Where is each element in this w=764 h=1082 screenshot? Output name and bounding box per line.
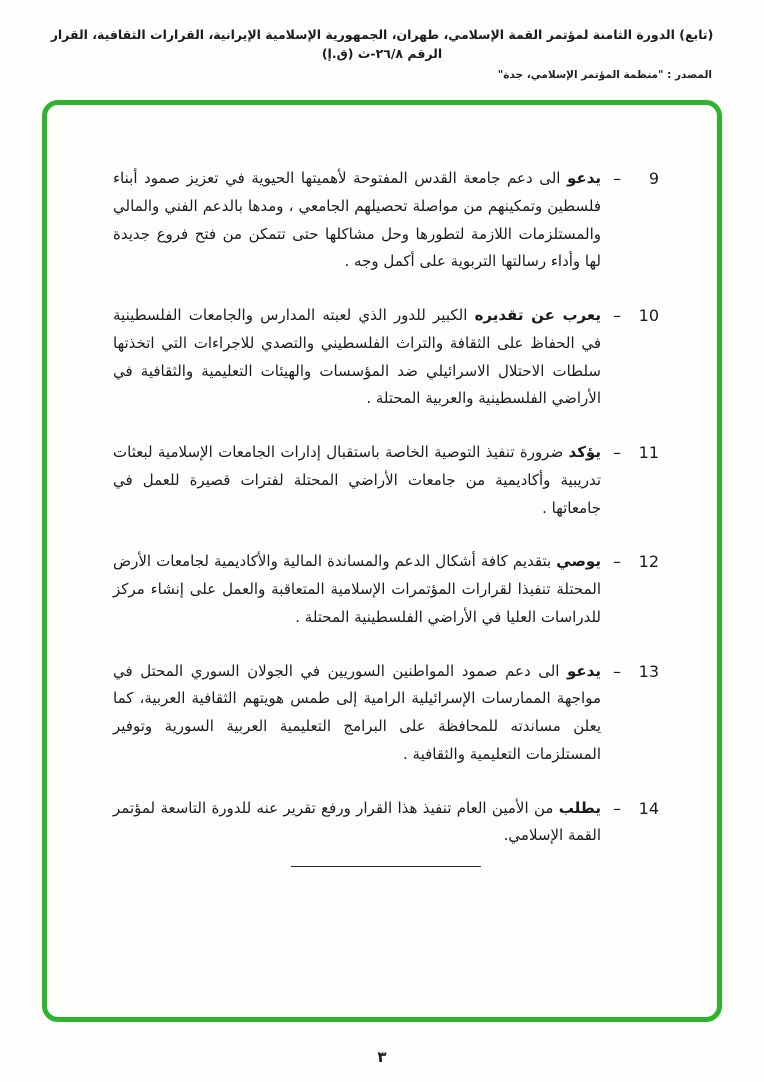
end-divider bbox=[291, 866, 481, 867]
item-lead-word: يعرب عن تقديره bbox=[474, 306, 601, 324]
resolution-item-9 bbox=[113, 165, 659, 276]
item-number bbox=[613, 439, 659, 522]
item-lead-word: يطلب bbox=[558, 798, 601, 817]
item-dash: – bbox=[613, 552, 621, 572]
item-body-text: الكبير للدور الذي لعبته المدارس والجامعات الفلسطينية في الحفاظ على الثقافة والتراث الفلسطيني والتصدي للاجراءات التي اتخذتها سلطات الاحتلال الاسرائيلي ضد المؤسسات والهيئات التعليمية والثقافية في الأراضي الفلسطينية والعربية المحتلة . bbox=[113, 306, 601, 408]
document-header bbox=[0, 0, 764, 81]
item-number bbox=[613, 658, 659, 769]
item-lead-word: يؤكد bbox=[568, 443, 601, 461]
item-text bbox=[113, 795, 601, 851]
item-number-value: 10 bbox=[638, 306, 659, 325]
item-number-value: 9 bbox=[648, 169, 659, 188]
item-dash: – bbox=[613, 443, 621, 462]
resolution-item-12 bbox=[113, 548, 659, 631]
item-number-value: 12 bbox=[638, 552, 659, 572]
item-number-value: 11 bbox=[638, 443, 659, 462]
item-body-text: ضرورة تنفيذ التوصية الخاصة باستقبال إدارات الجامعات الإسلامية لبعثات تدريبية وأكاديمية من جامعات الأراضي المحتلة لفترات قصيرة للعمل في جامعاتها . bbox=[113, 443, 601, 517]
header-title: (تابع) الدورة الثامنة لمؤتمر القمة الإسلامي، طهران، الجمهورية الإسلامية الإيرانية، القرارات الثقافية، القرار الرقم ٢٦/٨-ث (ق.إ) bbox=[50, 27, 714, 61]
item-number-value: 13 bbox=[638, 661, 659, 681]
item-dash: – bbox=[613, 306, 621, 325]
item-body-text: الى دعم جامعة القدس المفتوحة لأهميتها الحيوية في تعزيز صمود أبناء فلسطين وتمكينهم من مواصلة تحصيلهم الجامعي ، ومدها بالدعم الفني والمالي والمستلزمات اللازمة لتطورها وحل مشاكلها حتى تتمكن من فتح فروع جديدة لها وأداء رسالتها التربوية على أكمل وجه . bbox=[113, 169, 601, 271]
item-text bbox=[113, 439, 601, 522]
item-lead-word: يدعو bbox=[567, 169, 601, 187]
resolution-item-11 bbox=[113, 439, 659, 522]
item-dash: – bbox=[613, 798, 621, 818]
item-number bbox=[613, 302, 659, 413]
item-text bbox=[113, 548, 601, 631]
item-body-text: الى دعم صمود المواطنين السوريين في الجولان السوري المحتل في مواجهة الممارسات الإسرائيلية الرامية إلى طمس هويتهم الثقافية العربية، كما يعلن مساندته للمحافظة على البرامج التعليمية العربية السورية وتوفير المستلزمات التعليمية والثقافية . bbox=[113, 661, 601, 763]
page-number: ٣ bbox=[377, 1048, 387, 1066]
resolution-body bbox=[47, 105, 717, 867]
resolution-item-10 bbox=[113, 302, 659, 413]
header-source: المصدر : "منظمة المؤتمر الإسلامي، جدة" bbox=[497, 68, 712, 81]
item-number bbox=[613, 548, 659, 631]
item-dash: – bbox=[613, 661, 621, 681]
item-number bbox=[613, 795, 659, 851]
item-text bbox=[113, 165, 601, 276]
item-dash: – bbox=[613, 169, 621, 188]
item-text bbox=[113, 658, 601, 769]
item-lead-word: يوصي bbox=[556, 552, 601, 571]
item-body-text: من الأمين العام تنفيذ هذا القرار ورفع تقرير عنه للدورة التاسعة لمؤتمر القمة الإسلامي. bbox=[113, 798, 601, 845]
green-border-frame bbox=[42, 100, 722, 1022]
item-number bbox=[613, 165, 659, 276]
resolution-item-13 bbox=[113, 658, 659, 769]
item-lead-word: يدعو bbox=[567, 661, 601, 680]
item-body-text: بتقديم كافة أشكال الدعم والمساندة المالية والأكاديمية لجامعات الأرض المحتلة تنفيذا لقرارات المؤتمرات الإسلامية المتعاقبة والعمل على إنشاء مركز للدراسات العليا في الأراضي الفلسطينية المحتلة . bbox=[113, 552, 601, 626]
item-number-value: 14 bbox=[638, 798, 659, 818]
item-text bbox=[113, 302, 601, 413]
resolution-item-14 bbox=[113, 795, 659, 851]
